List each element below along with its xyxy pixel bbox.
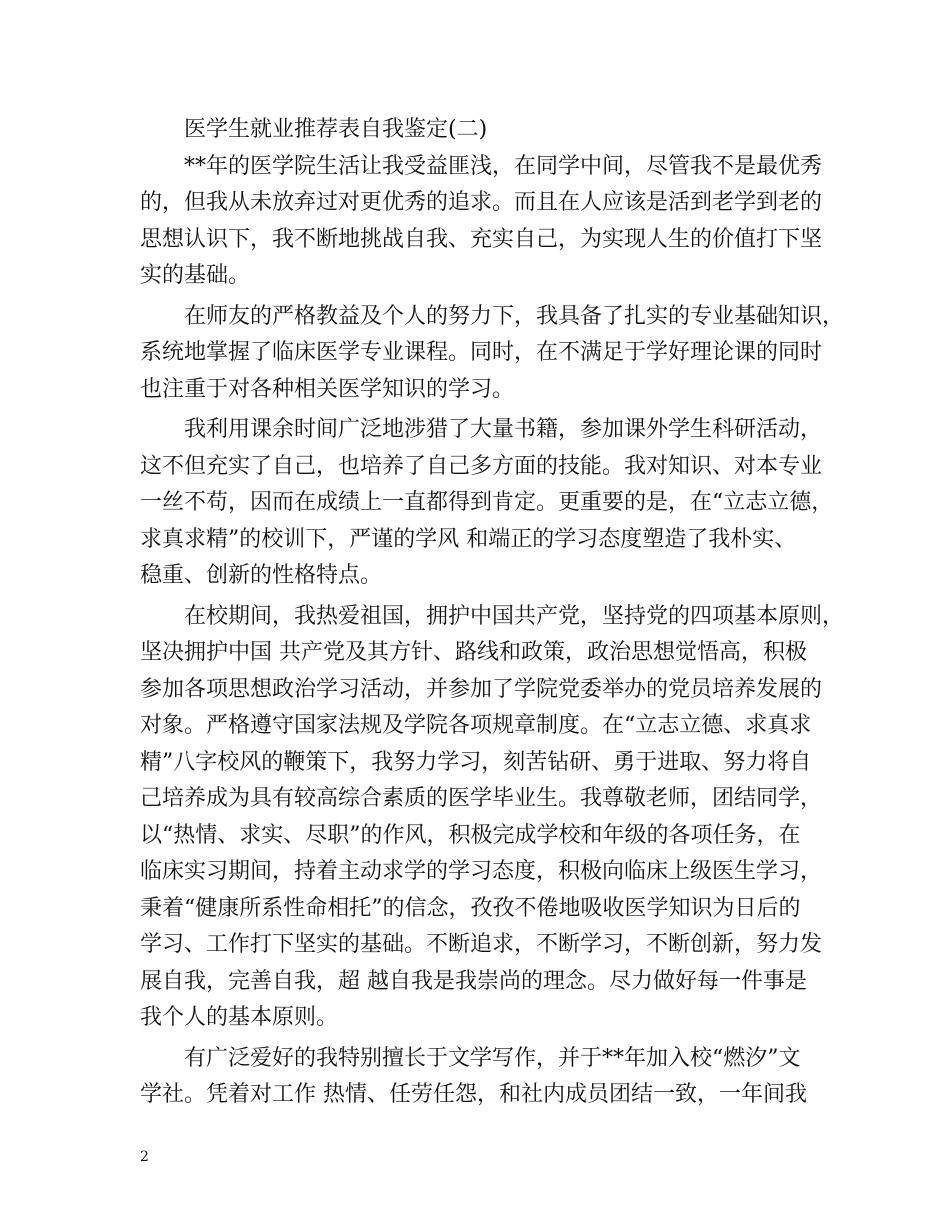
- page-number: 2: [140, 1149, 149, 1165]
- paragraph-line: 精”八字校风的鞭策下，我努力学习，刻苦钻研、勇于进取、努力将自: [140, 749, 812, 775]
- paragraph-line: 在师友的严格教益及个人的努力下，我具备了扎实的专业基础知识，: [184, 303, 845, 329]
- paragraph-line: 这不但充实了自己，也培养了自己多方面的技能。我对知识、对本专业: [140, 453, 823, 479]
- paragraph-line: 己培养成为具有较高综合素质的医学毕业生。我尊敬老师，团结同学，: [140, 786, 823, 811]
- paragraph-line: 也注重于对各种相关医学知识的学习。: [140, 376, 515, 402]
- paragraph-line: 思想认识下，我不断地挑战自我、充实自己，为实现人生的价值打下坚: [140, 226, 823, 252]
- paragraph-line: 稳重、创新的性格特点。: [140, 563, 383, 588]
- document-title: 医学生就业推荐表自我鉴定(二): [184, 117, 488, 142]
- paragraph-4: [140, 599, 845, 1037]
- paragraph-line: 秉着“健康所系性命相托”的信念，孜孜不倦地吸收医学知识为日后的: [140, 895, 801, 921]
- paragraph-line: 坚决拥护中国 共产党及其方针、路线和政策，政治思想觉悟高，积极: [140, 640, 807, 665]
- paragraph-line: 对象。严格遵守国家法规及学院各项规章制度。在“立志立德、求真求: [140, 713, 812, 738]
- paragraph-line: 参加各项思想政治学习活动，并参加了学院党委举办的党员培养发展的: [140, 676, 823, 702]
- paragraph-line: **年的医学院生活让我受益匪浅，在同学中间，尽管我不是最优秀: [184, 153, 823, 179]
- paragraph-line: 学习、工作打下坚实的基础。不断追求，不断学习，不断创新，努力发: [140, 932, 823, 957]
- paragraph-line: 在校期间，我热爱祖国，拥护中国共产党，坚持党的四项基本原则，: [184, 603, 845, 629]
- paragraph-line: 我个人的基本原则。: [140, 1005, 339, 1030]
- paragraph-3: [140, 412, 834, 595]
- paragraph-5: [140, 1041, 812, 1114]
- paragraph-line: 的，但我从未放弃过对更优秀的追求。而且在人应该是活到老学到老的: [140, 190, 823, 215]
- paragraph-2: [140, 299, 845, 409]
- paragraph-line: 求真求精”的校训下，严谨的学风 和端正的学习态度塑造了我朴实、: [140, 526, 797, 552]
- document-body: [140, 112, 845, 1114]
- paragraph-line: 以“热情、求实、尽职”的作风，积极完成学校和年级的各项任务，在: [140, 822, 801, 848]
- paragraph-1: [140, 149, 823, 295]
- paragraph-line: 实的基础。: [140, 263, 251, 288]
- paragraph-line: 我利用课余时间广泛地涉猎了大量书籍，参加课外学生科研活动，: [184, 417, 823, 442]
- paragraph-line: 系统地掌握了临床医学专业课程。同时，在不满足于学好理论课的同时: [140, 340, 823, 365]
- paragraph-line: 临床实习期间，持着主动求学的学习态度，积极向临床上级医生学习，: [140, 859, 823, 884]
- paragraph-line: 展自我，完善自我，超 越自我是我崇尚的理念。尽力做好每一件事是: [140, 968, 807, 994]
- paragraph-line: 一丝不苟，因而在成绩上一直都得到肯定。更重要的是，在“立志立德，: [140, 490, 834, 515]
- paragraph-line: 有广泛爱好的我特别擅长于文学写作，并于**年加入校“燃汐”文: [184, 1045, 801, 1071]
- paragraph-line: 学社。凭着对工作 热情、任劳任怨，和社内成员团结一致，一年间我: [140, 1082, 807, 1107]
